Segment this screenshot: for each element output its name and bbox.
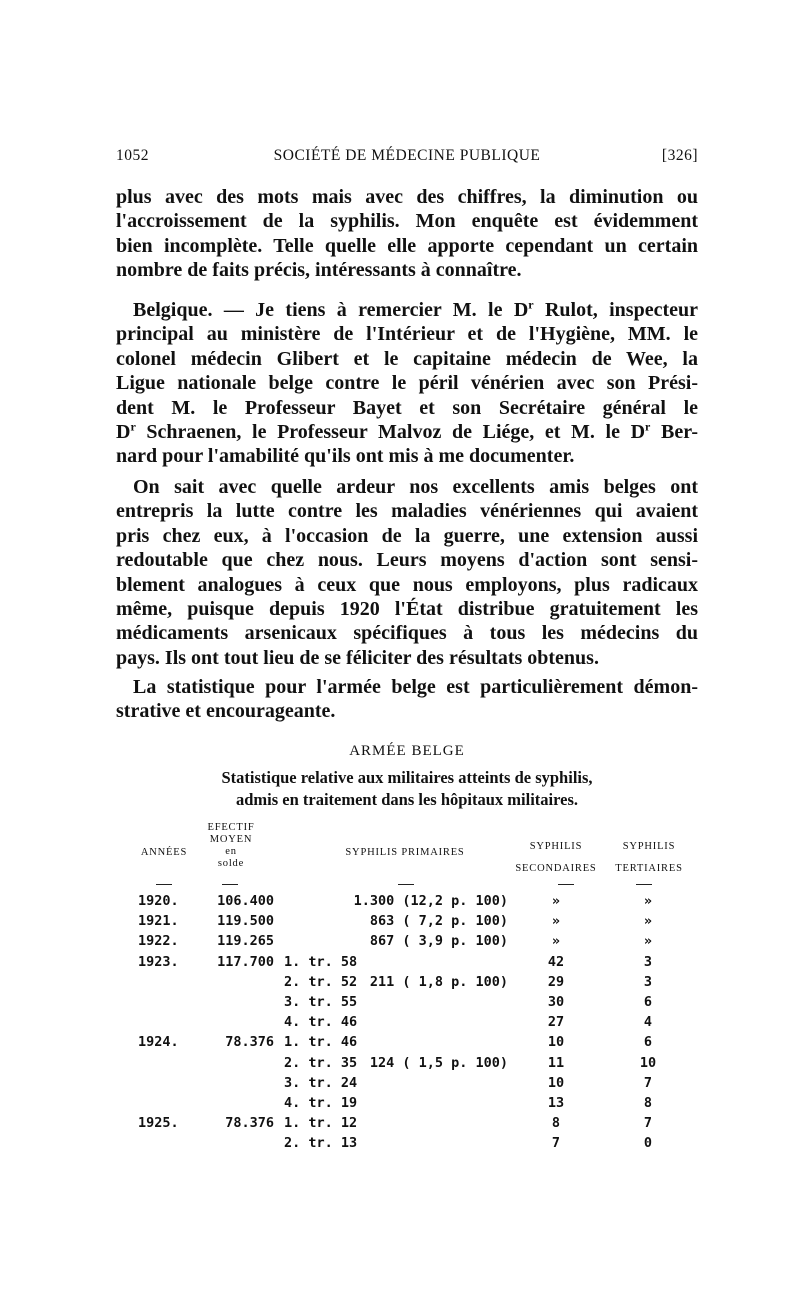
cell-secondaires: 11 [547,1054,565,1071]
cell-tertiaires: 7 [643,1074,653,1091]
cell-tertiaires: 4 [643,1014,653,1031]
text-line: principal au ministère de l'Intérieur et de l'Hygiène, MM. le [116,323,698,346]
cell-year: 1922. [138,933,179,950]
cell-year: 1924. [138,1034,179,1051]
cell-tertiaires: 8 [643,1095,653,1111]
cell-secondaires: 29 [547,973,565,990]
cell-primaires: 1.300 (12,2 p. 100) [353,893,508,909]
text-line: Ligue nationale belge contre le péril vénérien avec son Prési- [116,372,698,395]
rule [222,884,238,885]
cell-tertiaires: 6 [643,1034,653,1051]
cell-secondaires: 27 [547,1014,565,1031]
text-line: strative et encourageante. [116,700,336,723]
text-line: pris chez eux, à l'occasion de la guerre, une extension aussi [116,524,698,547]
cell-trimestre: 1. tr. 12 [284,1115,358,1132]
text-line: pays. Ils ont tout lieu de se féliciter des résultats obtenus. [116,646,599,669]
cell-trimestre: 2. tr. 52 [284,973,358,990]
paragraph-3 [116,475,698,670]
cell-year: 1921. [138,913,179,930]
text-line: $D^r$ Schraenen, le Professeur Malvoz de Liége, et M. le $D^r$ Ber- [116,419,698,443]
text-line: nard pour l'amabilité qu'ils ont mis à me documenter. [116,445,575,468]
text-line: blement analogues à ceux que nous employons, plus radicaux [116,573,698,596]
rule [636,884,652,885]
cell-year: 1920. [138,893,179,909]
text-line: médicaments arsenicaux spécifiques à tous les médecins du [116,622,698,645]
table-caption: Statistique relative aux militaires atteints de syphilis, admis en traitement dans les hôpitaux militaires. [221,768,593,809]
text-line: colonel médecin Glibert et le capitaine médecin de Wee, la [116,347,698,370]
text-line: bien incomplète. Telle quelle elle apporte cependant un certain [116,234,698,257]
cell-secondaires: 30 [547,994,565,1010]
text-line: On sait avec quelle ardeur nos excellents amis belges ont [133,476,698,498]
cell-tertiaires: 3 [643,953,653,970]
cell-effectif: 106.400 [217,893,274,909]
cell-trimestre: 1. tr. 58 [284,953,358,970]
rule [398,884,414,885]
cell-secondaires: 10 [547,1034,565,1051]
text-line: plus avec des mots mais avec des chiffres, la diminution ou [116,186,698,208]
cell-primaires: 867 ( 3,9 p. 100) [369,933,508,950]
cell-secondaires: 10 [547,1074,565,1091]
paragraph-belgique [116,298,698,469]
paragraph-4 [116,675,698,724]
cell-tertiaires: 3 [643,973,653,990]
cell-trimestre: 4. tr. 46 [284,1014,358,1031]
text-line: entrepris la lutte contre les maladies vénériennes qui avaient [116,500,698,523]
table-title: ARMÉE BELGE [349,743,465,759]
running-title: SOCIÉTÉ DE MÉDECINE PUBLIQUE [273,147,541,164]
cell-tertiaires: » [643,913,653,930]
text-line: Belgique. — Je tiens à remercier M. le $D^r$ Rulot, inspecteur [133,297,698,321]
cell-tertiaires: 10 [639,1054,657,1071]
cell-secondaires: 8 [551,1115,561,1132]
cell-primaires: 124 ( 1,5 p. 100) [369,1054,508,1071]
text-line: La statistique pour l'armée belge est particulièrement démon- [133,676,698,698]
rule [156,884,172,885]
page-header [116,147,698,169]
rule [558,884,574,885]
page-ref: [326] [661,147,698,164]
cell-tertiaires: » [643,933,653,950]
cell-trimestre: 1. tr. 46 [284,1034,358,1051]
cell-trimestre: 2. tr. 13 [284,1135,358,1152]
cell-secondaires: 42 [547,953,565,970]
cell-trimestre: 2. tr. 35 [284,1054,358,1071]
cell-tertiaires: 7 [643,1115,653,1132]
cell-year: 1925. [138,1115,179,1132]
section-lead: Belgique. [133,299,213,321]
cell-tertiaires: » [643,893,653,909]
cell-secondaires: » [551,893,561,909]
cell-secondaires: 13 [547,1095,565,1111]
cell-trimestre: 3. tr. 55 [284,994,358,1010]
cell-trimestre: 4. tr. 19 [284,1095,358,1111]
cell-effectif: 119.500 [217,913,274,930]
text-line: nombre de faits précis, intéressants à connaître. [116,259,522,282]
col-header-primaires: SYPHILIS PRIMAIRES [345,847,465,858]
text-line: dent M. le Professeur Bayet et son Secrétaire général le [116,396,698,419]
cell-effectif: 78.376 [225,1034,274,1051]
text-line: même, puisque depuis 1920 l'État distribue gratuitement les [116,597,698,620]
cell-secondaires: 7 [551,1135,561,1152]
cell-secondaires: » [551,913,561,930]
text-line: l'accroissement de la syphilis. Mon enquête est évidemment [116,210,698,233]
cell-effectif: 119.265 [217,933,274,950]
cell-effectif: 78.376 [225,1115,274,1132]
col-header-annees: ANNÉES [140,847,188,858]
text-line: redoutable que chez nous. Leurs moyens d'action sont sensi- [116,549,698,572]
cell-tertiaires: 6 [643,994,653,1010]
cell-primaires: 211 ( 1,8 p. 100) [369,973,508,990]
cell-tertiaires: 0 [643,1135,653,1152]
paragraph-1 [116,185,698,283]
cell-effectif: 117.700 [217,953,274,970]
cell-secondaires: » [551,933,561,950]
cell-primaires: 863 ( 7,2 p. 100) [369,913,508,930]
col-header-effectif: EFECTIF MOYEN en solde [207,822,255,869]
page-number: 1052 [116,147,149,164]
cell-year: 1923. [138,953,179,970]
cell-trimestre: 3. tr. 24 [284,1074,358,1091]
col-header-secondaires: SYPHILIS SECONDAIRES [515,841,597,874]
col-header-tertiaires: SYPHILIS TERTIAIRES [615,841,683,874]
